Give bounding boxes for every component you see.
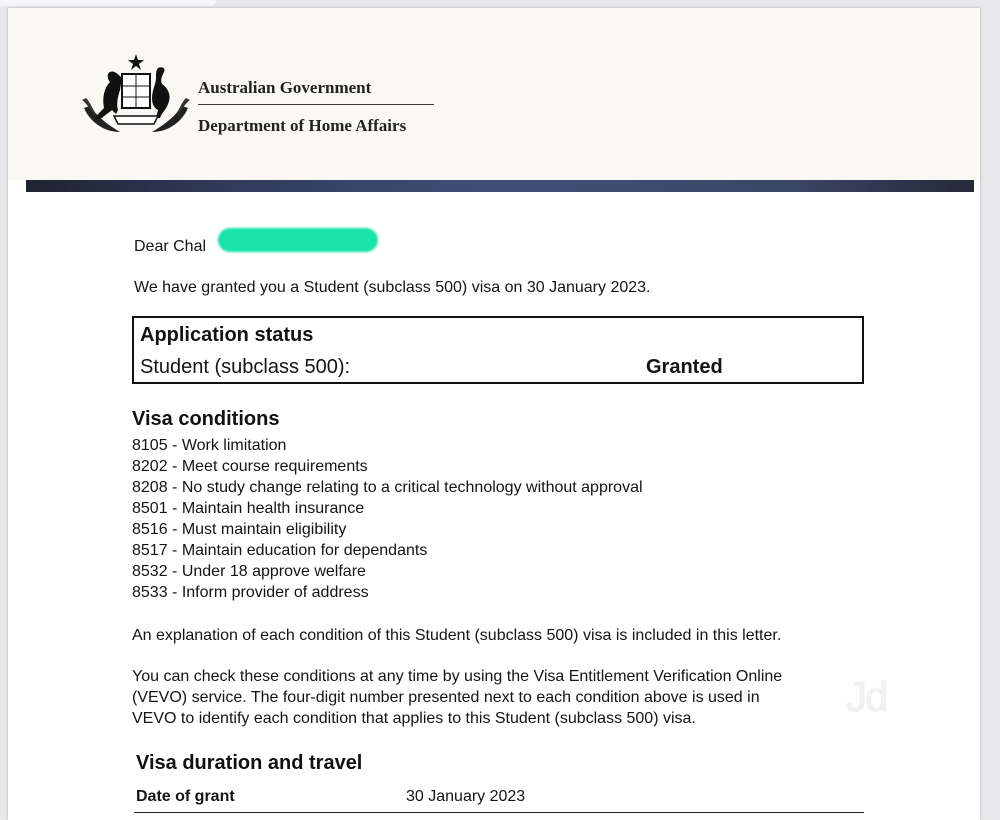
visa-conditions-heading: Visa conditions [132,408,280,430]
status-title: Application status [140,324,314,346]
status-label: Student (subclass 500): [140,356,351,378]
name-redaction [218,228,378,252]
vevo-line-2: (VEVO) service. The four-digit number presented next to each condition above is used in [132,689,760,706]
visa-grant-letter [8,8,980,820]
visa-duration-heading: Visa duration and travel [136,752,363,774]
date-of-grant-value: 30 January 2023 [406,788,526,805]
condition-item: 8516 - Must maintain eligibility [132,521,347,538]
condition-item: 8517 - Maintain education for dependants [132,542,428,559]
letterhead-stripe [26,180,974,192]
vevo-line-3: VEVO to identify each condition that applies to this Student (subclass 500) visa. [132,710,696,727]
condition-item: 8208 - No study change relating to a critical technology without approval [132,479,643,496]
screenshot-top-tab [0,0,216,6]
coat-of-arms-icon [80,52,192,136]
department-name: Department of Home Affairs [198,116,407,135]
condition-item: 8501 - Maintain health insurance [132,500,365,517]
letterhead-divider [198,104,434,105]
date-of-grant-row [134,786,864,813]
jd-watermark: Jd [846,673,887,720]
condition-item: 8533 - Inform provider of address [132,584,369,601]
salutation: Dear Chal [134,238,207,255]
status-value: Granted [646,356,723,378]
letterhead [8,8,980,180]
government-name: Australian Government [198,78,372,97]
date-of-grant-label: Date of grant [136,788,235,805]
condition-item: 8202 - Meet course requirements [132,458,368,475]
conditions-explanation: An explanation of each condition of this Student (subclass 500) visa is included in this letter. [132,627,782,644]
condition-item: 8105 - Work limitation [132,437,287,454]
application-status-box [132,316,864,384]
grant-sentence: We have granted you a Student (subclass 500) visa on 30 January 2023. [134,279,651,296]
condition-item: 8532 - Under 18 approve welfare [132,563,366,580]
vevo-line-1: You can check these conditions at any time by using the Visa Entitlement Verification Online [132,668,783,685]
conditions-list [132,435,643,603]
